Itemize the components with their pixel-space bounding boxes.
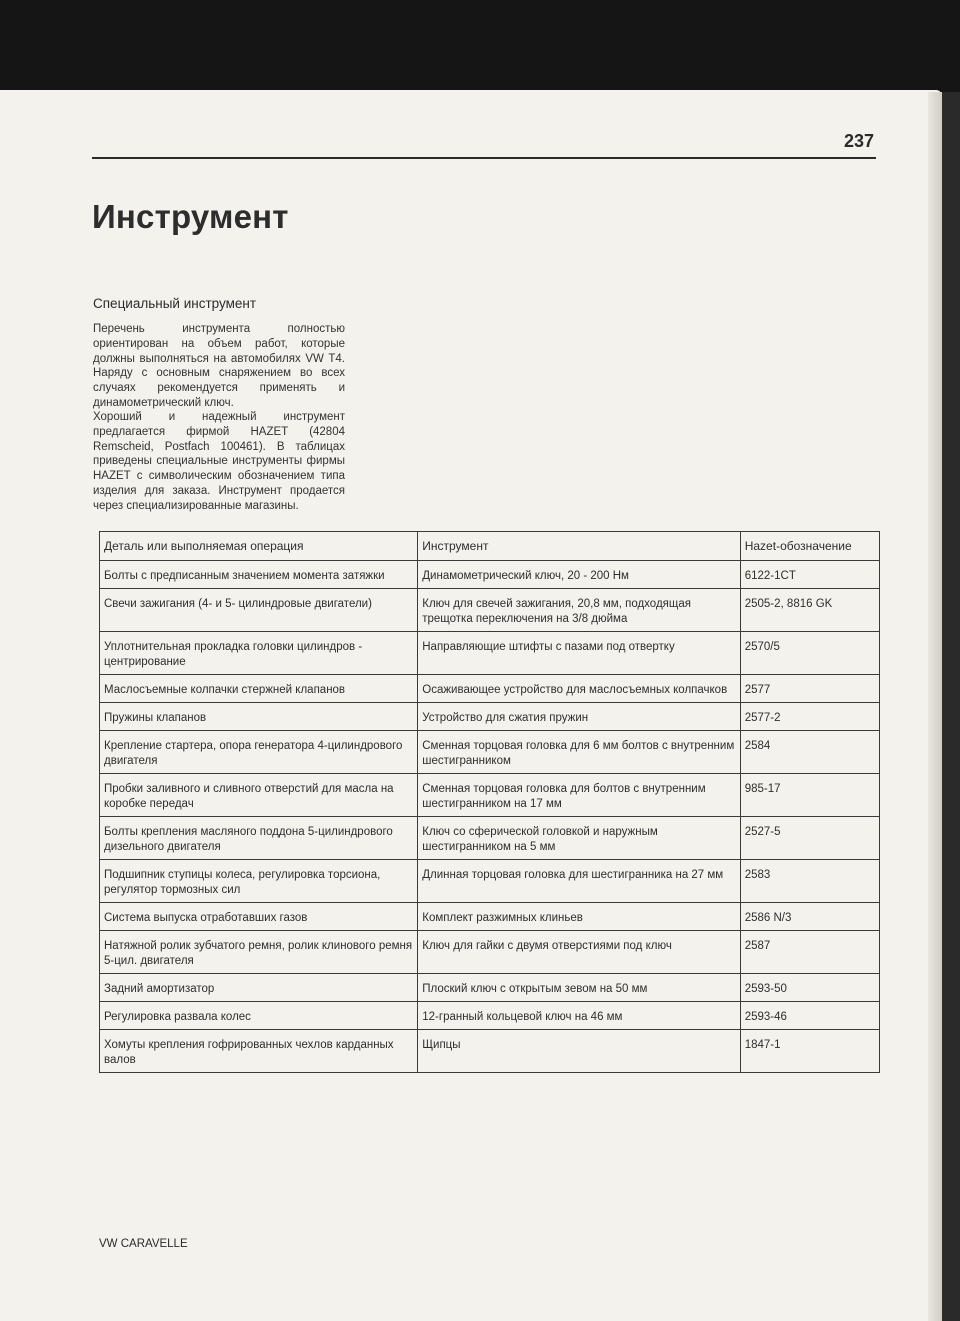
- tool-cell: Устройство для сжатия пружин: [418, 703, 740, 731]
- operation-cell: Подшипник ступицы колеса, регулировка торсиона, регулятор тормозных сил: [100, 860, 418, 903]
- tool-cell: Ключ для свечей зажигания, 20,8 мм, подходящая трещотка переключения на 3/8 дюйма: [418, 589, 740, 632]
- operation-cell: Уплотнительная прокладка головки цилиндров - центрирование: [100, 632, 418, 675]
- table-row: [100, 931, 880, 974]
- table-header-row: [100, 532, 880, 561]
- section-heading: Специальный инструмент: [93, 296, 257, 311]
- header-rule: [92, 157, 876, 159]
- column-header-tool: Инструмент: [418, 532, 740, 561]
- operation-cell: Болты с предписанным значением момента затяжки: [100, 561, 418, 589]
- hazet-code-cell: 2583: [740, 860, 879, 903]
- tool-cell: Осаживающее устройство для маслосъемных колпачков: [418, 675, 740, 703]
- page-fold-shadow: [928, 92, 942, 1321]
- hazet-code-cell: 2593-46: [740, 1002, 879, 1030]
- tool-cell: Динамометрический ключ, 20 - 200 Нм: [418, 561, 740, 589]
- operation-cell: Крепление стартера, опора генератора 4-цилиндрового двигателя: [100, 731, 418, 774]
- hazet-code-cell: 6122-1CT: [740, 561, 879, 589]
- tool-cell: Щипцы: [418, 1030, 740, 1073]
- tool-cell: 12-гранный кольцевой ключ на 46 мм: [418, 1002, 740, 1030]
- hazet-code-cell: 2586 N/3: [740, 903, 879, 931]
- column-header-hazet-code: Hazet-обозначение: [740, 532, 879, 561]
- book-footer: VW CARAVELLE: [99, 1238, 188, 1250]
- hazet-code-cell: 2505-2, 8816 GK: [740, 589, 879, 632]
- tool-cell: Плоский ключ с открытым зевом на 50 мм: [418, 974, 740, 1002]
- page-number: 237: [843, 131, 874, 151]
- table-row: [100, 1002, 880, 1030]
- operation-cell: Натяжной ролик зубчатого ремня, ролик клинового ремня 5-цил. двигателя: [100, 931, 418, 974]
- operation-cell: Пружины клапанов: [100, 703, 418, 731]
- operation-cell: Система выпуска отработавших газов: [100, 903, 418, 931]
- table-row: [100, 774, 880, 817]
- tool-cell: Ключ для гайки с двумя отверстиями под ключ: [418, 931, 740, 974]
- table-row: [100, 561, 880, 589]
- operation-cell: Болты крепления масляного поддона 5-цилиндрового дизельного двигателя: [100, 817, 418, 860]
- table-row: [100, 703, 880, 731]
- tool-cell: Направляющие штифты с пазами под отвертку: [418, 632, 740, 675]
- tool-cell: Сменная торцовая головка для болтов с внутренним шестигранником на 17 мм: [418, 774, 740, 817]
- operation-cell: Пробки заливного и сливного отверстий для масла на коробке передач: [100, 774, 418, 817]
- hazet-code-cell: 985-17: [740, 774, 879, 817]
- table-row: [100, 632, 880, 675]
- hazet-code-cell: 2527-5: [740, 817, 879, 860]
- operation-cell: Хомуты крепления гофрированных чехлов карданных валов: [100, 1030, 418, 1073]
- tool-cell: Длинная торцовая головка для шестигранника на 27 мм: [418, 860, 740, 903]
- chapter-title: Инструмент: [92, 198, 289, 235]
- hazet-code-cell: 2577-2: [740, 703, 879, 731]
- special-tools-table: [99, 531, 880, 1073]
- intro-paragraph: Перечень инструмента полностью ориентирован на объем работ, которые должны выполняться на автомобилях VW T4. Наряду с основным снаряжением во всех случаях рекомендуется применять и динамометрический ключ.: [93, 323, 345, 409]
- tool-cell: Комплект разжимных клиньев: [418, 903, 740, 931]
- table-row: [100, 1030, 880, 1073]
- hazet-code-cell: 2593-50: [740, 974, 879, 1002]
- hazet-code-cell: 2587: [740, 931, 879, 974]
- hazet-code-cell: 2570/5: [740, 632, 879, 675]
- table-row: [100, 731, 880, 774]
- hazet-code-cell: 2577: [740, 675, 879, 703]
- table-row: [100, 817, 880, 860]
- operation-cell: Маслосъемные колпачки стержней клапанов: [100, 675, 418, 703]
- operation-cell: Регулировка развала колес: [100, 1002, 418, 1030]
- column-header-operation: Деталь или выполняемая операция: [100, 532, 418, 561]
- tool-cell: Сменная торцовая головка для 6 мм болтов с внутренним шестигранником: [418, 731, 740, 774]
- table-row: [100, 974, 880, 1002]
- hazet-code-cell: 2584: [740, 731, 879, 774]
- scan-background-right: [942, 92, 960, 1321]
- table-row: [100, 860, 880, 903]
- scan-background-top: [0, 0, 960, 92]
- intro-paragraph: Хороший и надежный инструмент предлагается фирмой HAZET (42804 Remscheid, Postfach 100461). В таблицах приведены специальные инструменты фирмы HAZET с символическим обозначением типа изделия для заказа. Инструмент продается через специализированные магазины.: [93, 411, 345, 512]
- table-row: [100, 589, 880, 632]
- table-row: [100, 675, 880, 703]
- tool-cell: Ключ со сферической головкой и наружным шестигранником на 5 мм: [418, 817, 740, 860]
- hazet-code-cell: 1847-1: [740, 1030, 879, 1073]
- operation-cell: Задний амортизатор: [100, 974, 418, 1002]
- table-row: [100, 903, 880, 931]
- operation-cell: Свечи зажигания (4- и 5- цилиндровые двигатели): [100, 589, 418, 632]
